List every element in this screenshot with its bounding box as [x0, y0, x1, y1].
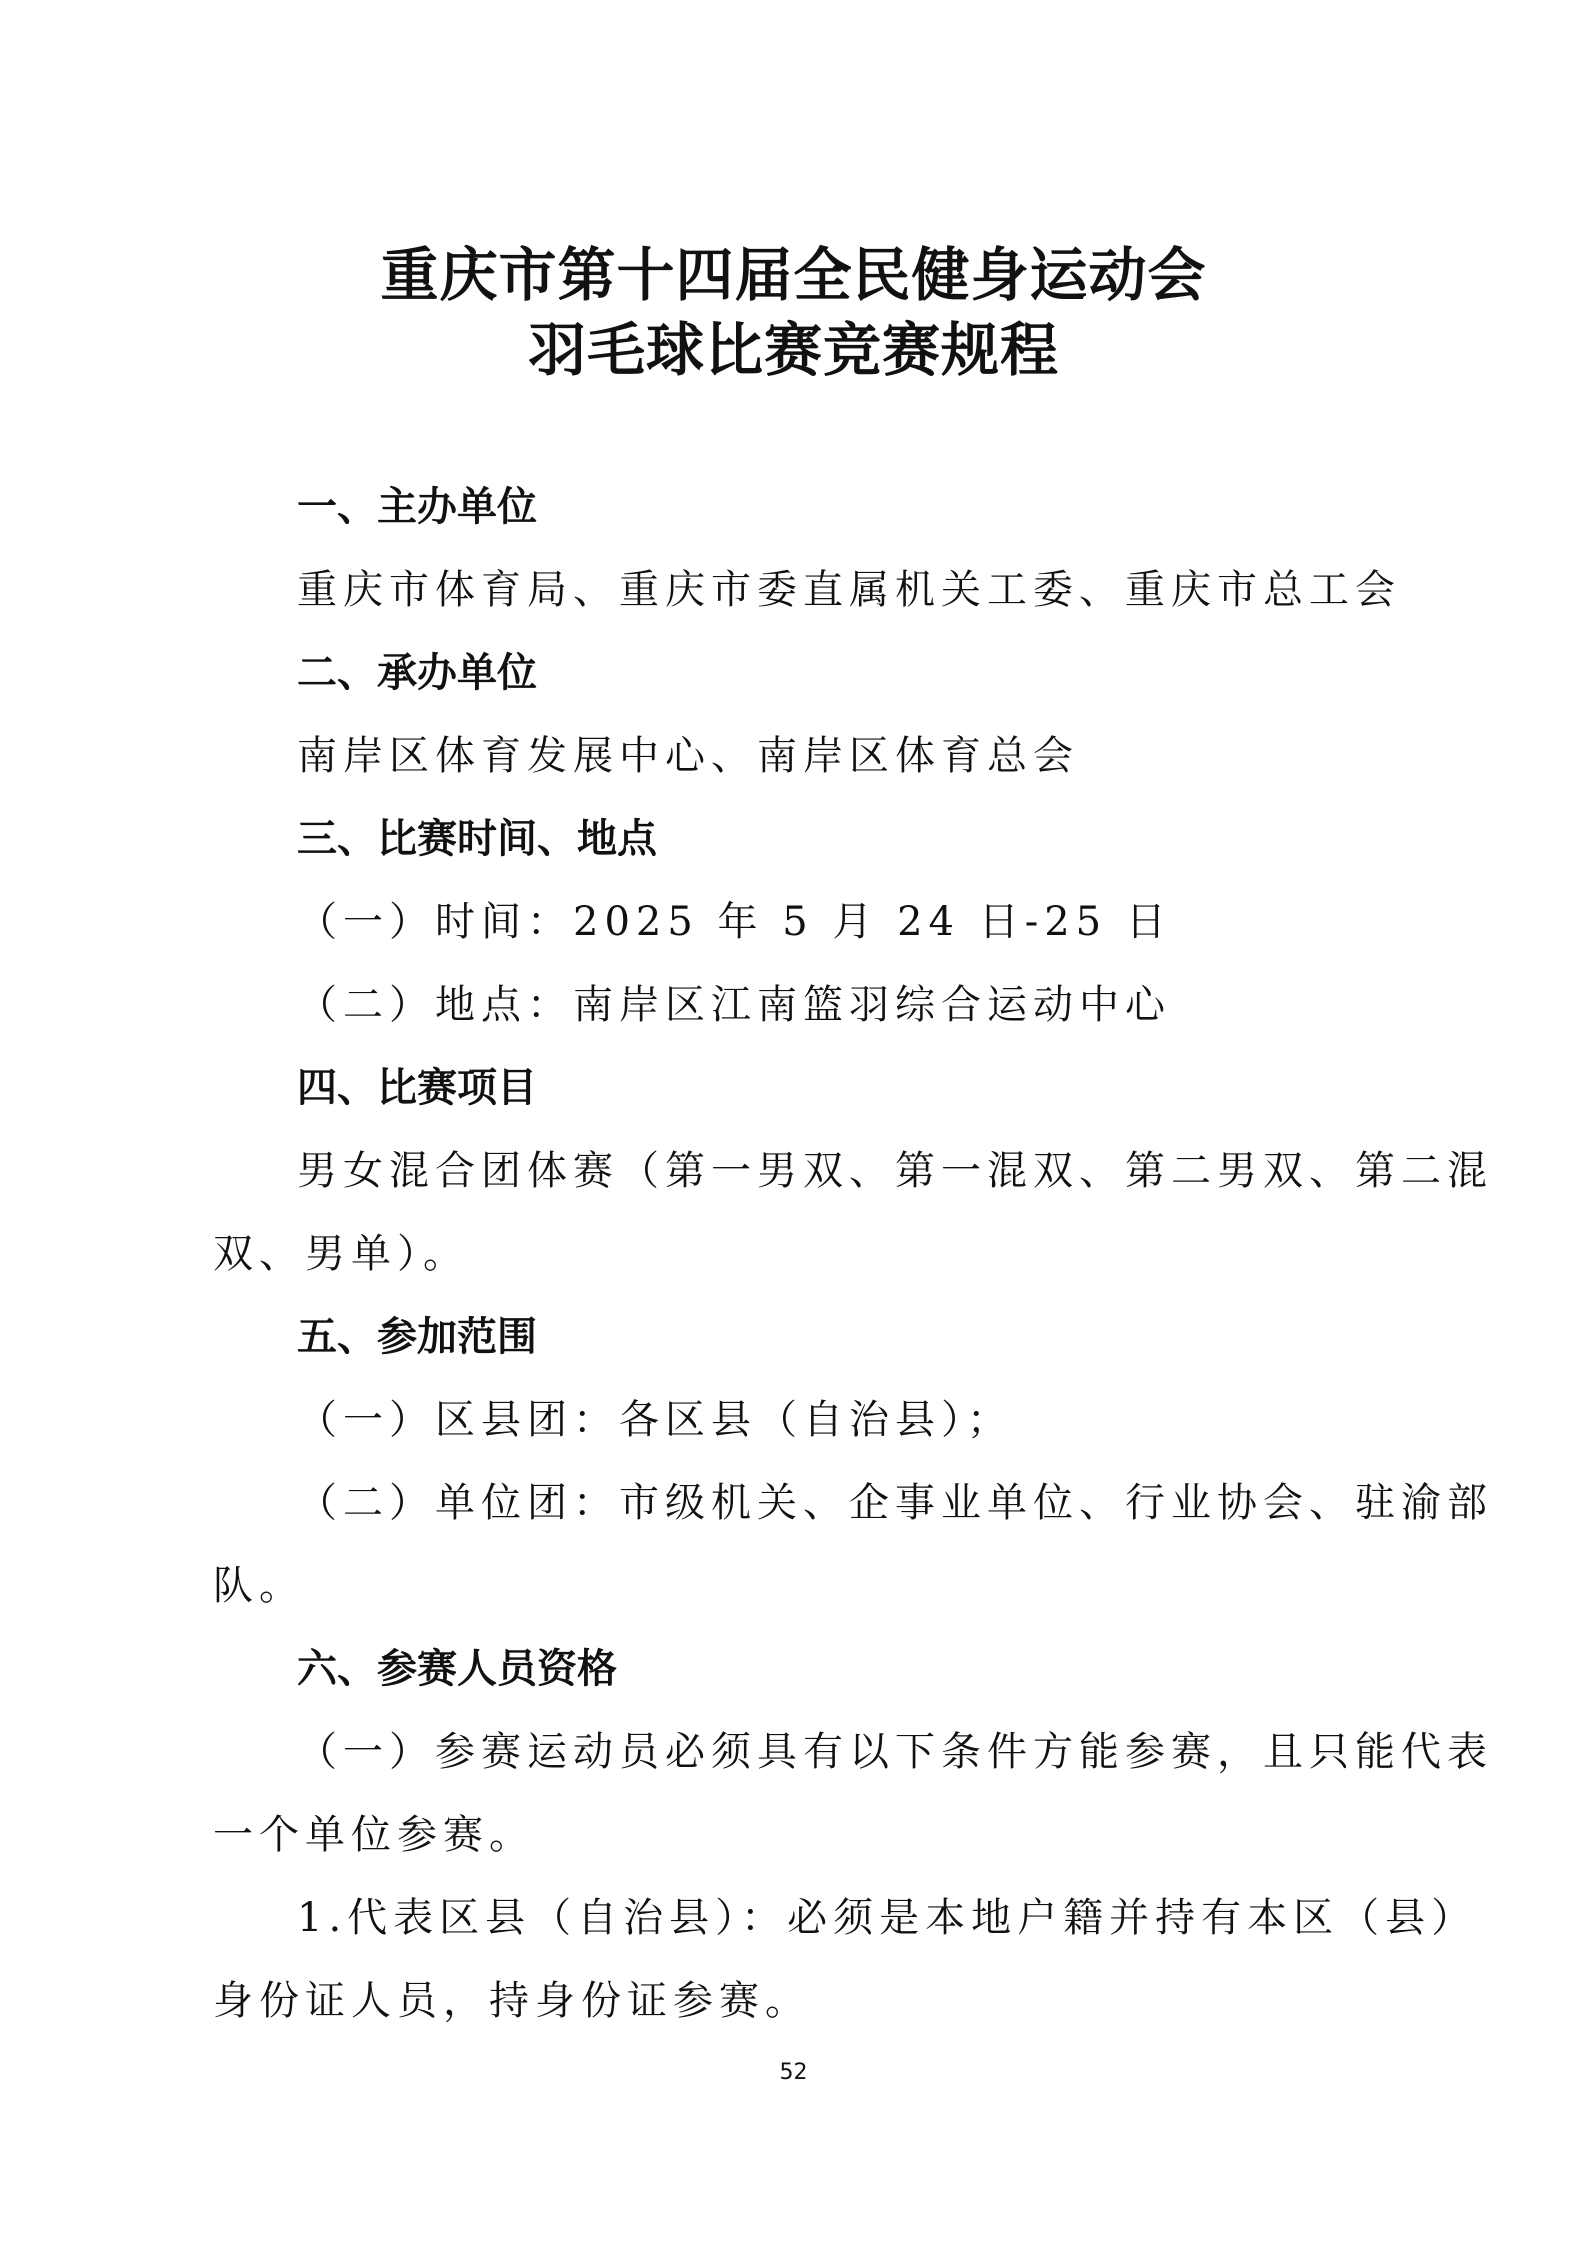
section-subitem-district-line2: 身份证人员，持身份证参赛。	[213, 1978, 811, 2024]
section-subitem-district-line1: 1.代表区县（自治县）：必须是本地户籍并持有本区（县）	[297, 1895, 1478, 1941]
section-item-unit-team-line1: （二）单位团：市级机关、企事业单位、行业协会、驻渝部	[297, 1480, 1493, 1526]
section-heading-time-place: 三、比赛时间、地点	[297, 816, 657, 862]
section-heading-host: 二、承办单位	[297, 650, 537, 696]
section-text-events-line1: 男女混合团体赛（第一男双、第一混双、第二男双、第二混	[297, 1148, 1493, 1194]
document-title-line2: 羽毛球比赛竞赛规程	[527, 316, 1059, 384]
section-item-time: （一）时间：2025 年 5 月 24 日-25 日	[297, 899, 1172, 945]
section-item-district-team: （一）区县团：各区县（自治县）；	[297, 1397, 1013, 1443]
section-text-events-line2: 双、男单）。	[213, 1231, 469, 1277]
section-text-organizer: 重庆市体育局、重庆市委直属机关工委、重庆市总工会	[297, 567, 1401, 613]
document-title-line1: 重庆市第十四届全民健身运动会	[380, 241, 1207, 309]
section-item-eligibility-line2: 一个单位参赛。	[213, 1812, 535, 1858]
page-number: 52	[779, 2060, 808, 2085]
section-heading-events: 四、比赛项目	[297, 1065, 537, 1111]
section-heading-organizer: 一、主办单位	[297, 484, 537, 530]
section-item-place: （二）地点：南岸区江南篮羽综合运动中心	[297, 982, 1171, 1028]
section-item-eligibility-line1: （一）参赛运动员必须具有以下条件方能参赛，且只能代表	[297, 1729, 1493, 1775]
section-text-host: 南岸区体育发展中心、南岸区体育总会	[297, 733, 1079, 779]
section-item-unit-team-line2: 队。	[213, 1563, 305, 1609]
section-heading-scope: 五、参加范围	[297, 1314, 537, 1360]
section-heading-eligibility: 六、参赛人员资格	[297, 1646, 617, 1692]
